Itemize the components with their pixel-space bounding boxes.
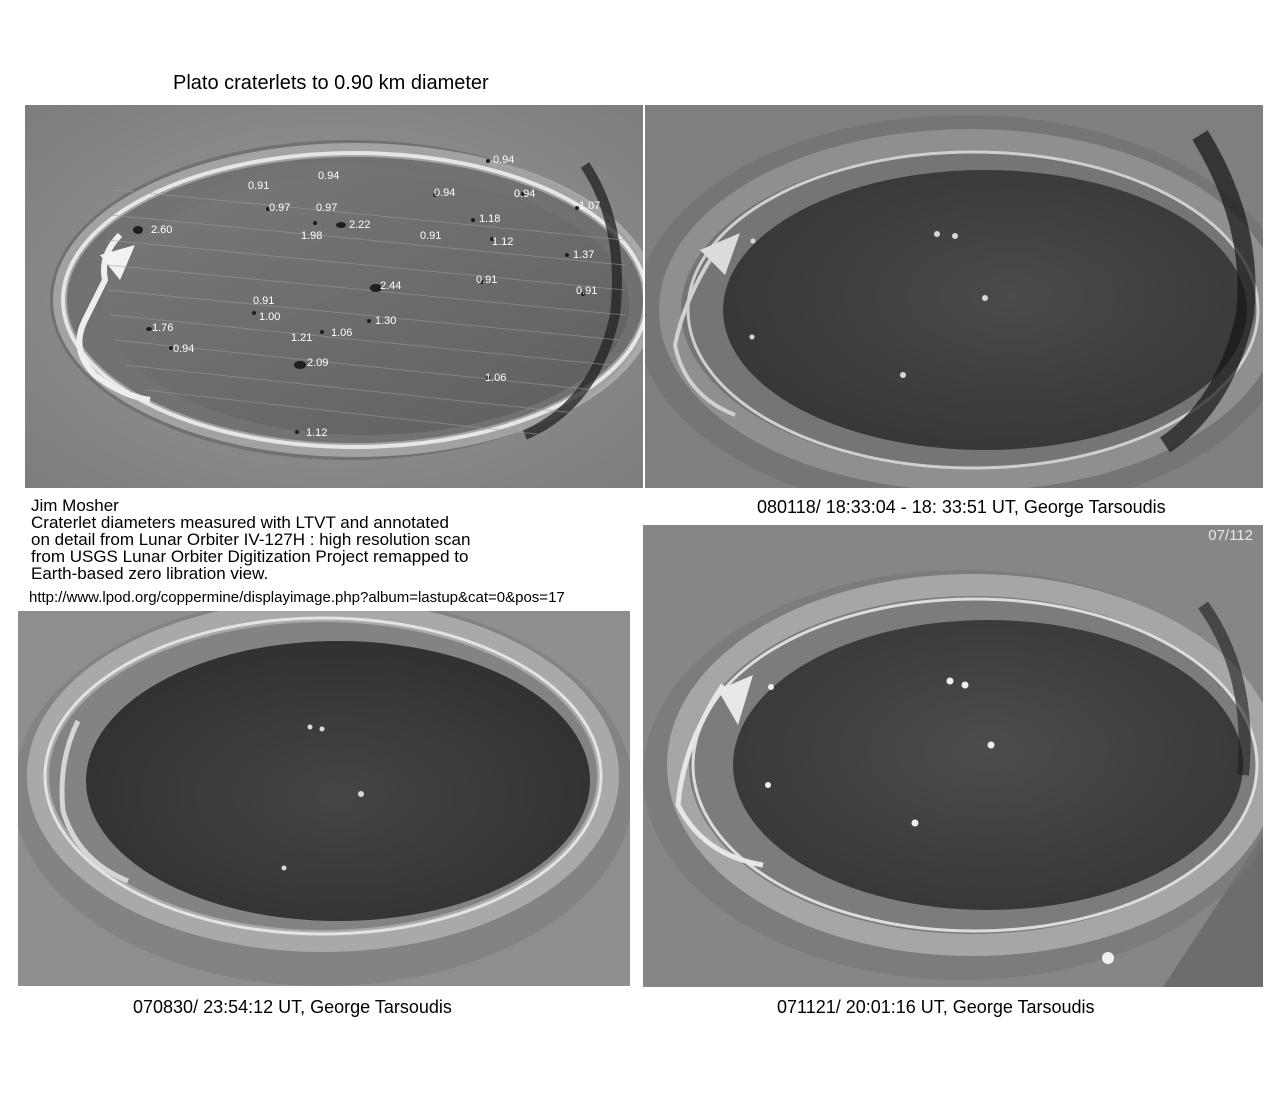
- credits-block: [31, 497, 470, 582]
- page-title: Plato craterlets to 0.90 km diameter: [173, 72, 489, 94]
- craterlet-label: 0.94: [434, 187, 456, 199]
- craterlet-label: 1.06: [485, 372, 507, 384]
- craterlet-label: 1.00: [259, 311, 281, 323]
- craterlet-label: 1.18: [479, 213, 501, 225]
- telescope-image-080118: [645, 105, 1263, 488]
- craterlet-label: 1.98: [301, 230, 323, 242]
- craterlet-label: 1.12: [306, 427, 328, 439]
- telescope-image-071121: [643, 525, 1263, 987]
- source-url: http://www.lpod.org/coppermine/displayimage.php?album=lastup&cat=0&pos=17: [29, 589, 565, 606]
- craterlet-label: 0.91: [576, 285, 598, 297]
- note-line: from USGS Lunar Orbiter Digitization Project remapped to: [31, 547, 469, 566]
- craterlet-label: 2.44: [380, 280, 402, 292]
- note-line: Earth-based zero libration view.: [31, 564, 269, 583]
- craterlet-label: 1.06: [331, 327, 353, 339]
- author-name: Jim Mosher: [31, 496, 119, 515]
- craterlet-label: 1.30: [375, 315, 397, 327]
- craterlet-label: 1.76: [152, 322, 174, 334]
- craterlet-label: 0.91: [253, 295, 275, 307]
- craterlet-label: 2.09: [307, 357, 329, 369]
- craterlet-label: 1.07: [579, 200, 601, 212]
- craterlet-label: 2.60: [151, 224, 173, 236]
- craterlet-label: 0.94: [173, 343, 195, 355]
- craterlet-label: 0.94: [318, 170, 340, 182]
- note-line: Craterlet diameters measured with LTVT and annotated: [31, 513, 449, 532]
- craterlet-label: 2.22: [349, 219, 371, 231]
- craterlet-label: 1.12: [492, 236, 514, 248]
- craterlet-label: 1.21: [291, 332, 313, 344]
- craterlet-label: 0.91: [248, 180, 270, 192]
- telescope-image-070830: [18, 611, 630, 986]
- image-stamp: 07/112: [1208, 527, 1253, 544]
- craterlet-label: 0.97: [269, 202, 291, 214]
- caption-bottom-left: 070830/ 23:54:12 UT, George Tarsoudis: [133, 997, 452, 1017]
- lunar-orbiter-image: [25, 105, 643, 488]
- note-line: on detail from Lunar Orbiter IV-127H : high resolution scan: [31, 530, 471, 549]
- craterlet-label: 0.91: [420, 230, 442, 242]
- craterlet-label: 0.97: [316, 202, 338, 214]
- craterlet-label: 0.94: [514, 188, 536, 200]
- craterlet-label: 0.91: [476, 274, 498, 286]
- craterlet-label: 1.37: [573, 249, 595, 261]
- caption-bottom-right: 071121/ 20:01:16 UT, George Tarsoudis: [777, 997, 1095, 1017]
- craterlet-label: 0.94: [493, 154, 515, 166]
- caption-top-right: 080118/ 18:33:04 - 18: 33:51 UT, George Tarsoudis: [757, 497, 1166, 517]
